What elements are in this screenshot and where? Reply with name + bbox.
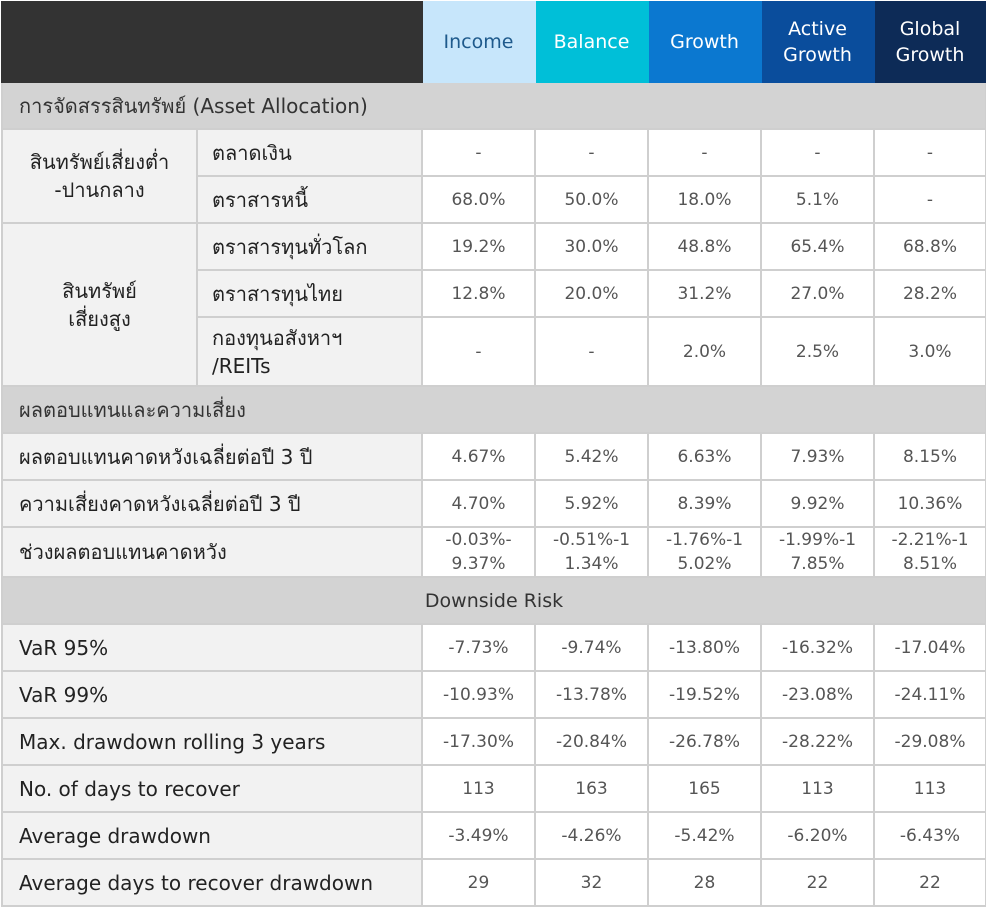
cell-value: 68.8% — [874, 223, 986, 270]
cell-value: 165 — [648, 765, 761, 812]
section-title-downside: Downside Risk — [2, 577, 986, 624]
group-label-high-risk-text: สินทรัพย์เสี่ยงสูง — [62, 278, 137, 331]
column-header-global-growth-label: Global Growth — [895, 18, 965, 66]
row-label: Average days to recover drawdown — [2, 859, 422, 906]
cell-value — [761, 527, 874, 577]
cell-value: 19.2% — [422, 223, 535, 270]
column-header-global-growth — [874, 2, 986, 82]
row-label: ตลาดเงิน — [197, 129, 422, 176]
cell-value: -5.42% — [648, 812, 761, 859]
cell-value — [648, 527, 761, 577]
table-row — [2, 718, 986, 765]
cell-value: -16.32% — [761, 624, 874, 671]
cell-value: -24.11% — [874, 671, 986, 718]
cell-value: -3.49% — [422, 812, 535, 859]
row-label: ช่วงผลตอบแทนคาดหวัง — [2, 527, 422, 577]
cell-value: 10.36% — [874, 480, 986, 527]
cell-value: 27.0% — [761, 270, 874, 317]
row-label: ผลตอบแทนคาดหวังเฉลี่ยต่อปี 3 ปี — [2, 433, 422, 480]
column-header-active-growth-label: Active Growth — [783, 18, 852, 66]
cell-value: - — [874, 129, 986, 176]
cell-value — [874, 527, 986, 577]
cell-value: - — [422, 317, 535, 386]
table-row — [2, 433, 986, 480]
cell-value: 113 — [761, 765, 874, 812]
column-header-growth: Growth — [648, 2, 761, 82]
cell-value: -29.08% — [874, 718, 986, 765]
row-label: ตราสารทุนทั่วโลก — [197, 223, 422, 270]
table-row — [2, 765, 986, 812]
table-row — [2, 812, 986, 859]
cell-value — [535, 527, 648, 577]
cell-value: 22 — [761, 859, 874, 906]
row-label-reits-text: กองทุนอสังหาฯ /REITs — [212, 325, 343, 378]
cell-value: -20.84% — [535, 718, 648, 765]
cell-value: - — [874, 176, 986, 223]
portfolio-comparison-table — [1, 1, 986, 907]
cell-value: -17.04% — [874, 624, 986, 671]
cell-value: 2.5% — [761, 317, 874, 386]
table-row — [2, 480, 986, 527]
cell-value: 12.8% — [422, 270, 535, 317]
row-label: VaR 95% — [2, 624, 422, 671]
cell-value: 31.2% — [648, 270, 761, 317]
cell-value: 163 — [535, 765, 648, 812]
cell-value: 29 — [422, 859, 535, 906]
cell-value: -23.08% — [761, 671, 874, 718]
cell-value: 3.0% — [874, 317, 986, 386]
cell-value: 5.1% — [761, 176, 874, 223]
column-header-active-growth — [761, 2, 874, 82]
cell-value — [422, 527, 535, 577]
cell-value: 68.0% — [422, 176, 535, 223]
cell-value: 9.92% — [761, 480, 874, 527]
section-title-returns: ผลตอบแทนและความเสี่ยง — [2, 386, 986, 433]
cell-value: 7.93% — [761, 433, 874, 480]
row-label: Max. drawdown rolling 3 years — [2, 718, 422, 765]
cell-value: 22 — [874, 859, 986, 906]
cell-value-text: -0.51%-11.34% — [552, 530, 631, 574]
cell-value: - — [422, 129, 535, 176]
header-blank-cell — [2, 2, 422, 82]
section-row-allocation — [2, 82, 986, 129]
cell-value: - — [535, 129, 648, 176]
cell-value: 30.0% — [535, 223, 648, 270]
cell-value: 48.8% — [648, 223, 761, 270]
cell-value: 6.63% — [648, 433, 761, 480]
cell-value-text: -1.99%-17.85% — [778, 530, 857, 574]
cell-value: -9.74% — [535, 624, 648, 671]
cell-value: -26.78% — [648, 718, 761, 765]
cell-value: 4.67% — [422, 433, 535, 480]
cell-value: 28.2% — [874, 270, 986, 317]
cell-value: 8.15% — [874, 433, 986, 480]
cell-value-text: -1.76%-15.02% — [665, 530, 744, 574]
cell-value: 113 — [422, 765, 535, 812]
cell-value: 32 — [535, 859, 648, 906]
section-row-returns — [2, 386, 986, 433]
section-row-downside — [2, 577, 986, 624]
table-row — [2, 129, 986, 176]
table-row — [2, 223, 986, 270]
cell-value: -7.73% — [422, 624, 535, 671]
row-label: Average drawdown — [2, 812, 422, 859]
row-label — [197, 317, 422, 386]
cell-value: 50.0% — [535, 176, 648, 223]
cell-value: - — [535, 317, 648, 386]
cell-value: 28 — [648, 859, 761, 906]
cell-value: -6.43% — [874, 812, 986, 859]
row-label: ตราสารทุนไทย — [197, 270, 422, 317]
cell-value: -17.30% — [422, 718, 535, 765]
cell-value: -28.22% — [761, 718, 874, 765]
row-label: ความเสี่ยงคาดหวังเฉลี่ยต่อปี 3 ปี — [2, 480, 422, 527]
row-label: ตราสารหนี้ — [197, 176, 422, 223]
table-row — [2, 527, 986, 577]
cell-value: 18.0% — [648, 176, 761, 223]
cell-value: -6.20% — [761, 812, 874, 859]
cell-value: 4.70% — [422, 480, 535, 527]
cell-value: 65.4% — [761, 223, 874, 270]
column-header-income: Income — [422, 2, 535, 82]
cell-value: -19.52% — [648, 671, 761, 718]
group-label-high-risk — [2, 223, 197, 386]
cell-value: 113 — [874, 765, 986, 812]
group-label-low-risk-text: สินทรัพย์เสี่ยงต่ำ -ปานกลาง — [29, 150, 170, 202]
section-title-allocation: การจัดสรรสินทรัพย์ (Asset Allocation) — [2, 82, 986, 129]
header-row — [2, 2, 986, 82]
cell-value: 2.0% — [648, 317, 761, 386]
cell-value: -4.26% — [535, 812, 648, 859]
cell-value: -13.78% — [535, 671, 648, 718]
cell-value: 20.0% — [535, 270, 648, 317]
table-row — [2, 859, 986, 906]
table-row — [2, 671, 986, 718]
cell-value: 8.39% — [648, 480, 761, 527]
cell-value: -10.93% — [422, 671, 535, 718]
cell-value: -13.80% — [648, 624, 761, 671]
cell-value: - — [761, 129, 874, 176]
table-row — [2, 624, 986, 671]
column-header-balance: Balance — [535, 2, 648, 82]
cell-value: - — [648, 129, 761, 176]
group-label-low-risk — [2, 129, 197, 223]
cell-value: 5.92% — [535, 480, 648, 527]
cell-value-text: -2.21%-18.51% — [891, 530, 969, 574]
cell-value-text: -0.03%-9.37% — [445, 530, 512, 574]
row-label: No. of days to recover — [2, 765, 422, 812]
cell-value: 5.42% — [535, 433, 648, 480]
row-label: VaR 99% — [2, 671, 422, 718]
